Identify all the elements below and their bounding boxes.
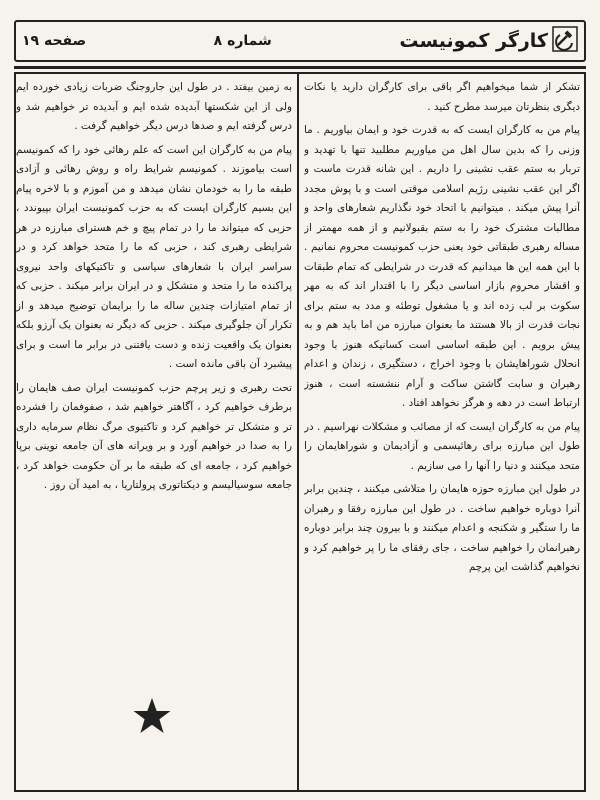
paragraph: تشکر از شما میخواهیم اگر باقی برای کارگران دارید یا نکات دیگری بنظرتان میرسد مطرح کنید . xyxy=(304,81,580,113)
hammer-sickle-icon xyxy=(552,26,578,56)
paragraph: پیام من به کارگران ایست که از مصائب و مشکلات نهراسیم . در طول این مبارزه برای رهائیسمی و آزادیمان و شوراهایمان را متحد میکنند و دنیا را آنها را می سازیم . xyxy=(304,420,580,472)
paragraph: در طول این مبارزه حوزه هایمان را متلاشی میکنند ، چندین برابر آنرا دوباره خواهیم ساخت . در طول این مبارزه رفقا و رهبران ما را ستگیر و شکنجه و اعدام میکنند و با بیرون چند برابر دوباره رهبرانمان را خواهیم ساخت ، جای رفقای ما را پر خواهیم کرد و نخواهیم گذاشت این پرچم xyxy=(304,483,580,573)
header-rule xyxy=(14,66,586,69)
masthead-logo xyxy=(399,26,578,56)
paragraph: پیام من به کارگران این است که علم رهائی خود را که کمونیسم است بیاموزند . کمونیسم شرایط راه و روش رهائی و آزادی طبقه ما را به خودمان نشان میدهد و من آموزم و با لاخره پیام این بسیم کارگران ایست که به حزب کمونیست ایران بپیوندد ، حزبی که میتواند ما را در تمام پیچ و خم هسترای مبارزه در هر شرایطی رهبری کند ، حزبی که ما را متحد خواهد کرد و در سراسر ایران با شعارهای سیاسی و تاکتیکهای واحد نیروی پراکنده ما را متحد و متشکل و در ایران برابر میکند . حزبی که از تمام امتیازات چندین ساله ما را برایمان توضیح میدهد و از تکرار آن جلوگیری میکند . حزبی که دیگر نه بعنوان یک آرزو بلکه بعنوان یک واقعیت زنده و دست یافتنی در برابر ما است و برای پیشبرد آن باقی مانده است . xyxy=(16,143,292,370)
paragraph: پیام من به کارگران ایست که به قدرت خود و ایمان بیاوریم . ما وزنی را که بدین سال اهل من میاوریم مطلبید تنها با تهدید و تربار به ستم عقب نشینی را داریم . این شانه قدرت ماست و اگر این عقب نشینی رژیم اسلامی موقتی است و با پوش مجدد آنرا پیش میکند . میتوانیم با اتحاد خود نگذاریم شعارهای واحد و مطالبات مشترک خود را به ستم بقبولانیم و از همه مهمتر از مساله رهبری طبقاتی خود یعنی حزب کمونیست محروم نمانیم . با این همه این ها میدانیم که قدرت در شرایطی که تمام طبقات و اقشار محروم بازار اساسی دیگر را با اقتدار اند که به مهر سکوت بر لب زده اند و یا مشغول توطئه و مدد به ستم برای نجات قدرت از بالا هستند ما بعنوان مبارزه من اما باید هم و به پیش برویم . این طبقه اساسی است کسانیکه هنوز با وجود انحلال شوراهایشان با وجود اخراج ، دستگیری ، زندان و اعدام رهبران و سابت گاشتن ساکت و آرام ننشسته است ، هنوز ارتباط است در دهه و هرگز نخواهد افتاد . xyxy=(304,124,580,409)
page-header xyxy=(14,20,586,62)
paragraph: تحت رهبری و زیر پرچم حزب کمونیست ایران صف هایمان را برطرف خواهیم کرد ، آگاهتر خواهیم شد ، صفوفمان را فشرده تر و متشکل تر خواهیم کرد و تاکتیوی مرگ نظام سرمایه داری را به صدا در خواهیم آورد و بر ویرانه های آن جامعه نوینی برپا خواهیم کرد ، جامعه ای که طبقه ما بر آن حکومت خواهد کرد ، جامعه سوسیالیسم و دیکتاتوری پرولتاریا ، به امید آن روز . xyxy=(16,381,292,491)
masthead-title: کارگر کمونیست xyxy=(399,30,548,52)
page-number: صفحه ۱۹ xyxy=(22,33,87,49)
column-divider xyxy=(297,72,299,792)
right-column xyxy=(304,78,580,783)
left-column xyxy=(16,78,292,783)
paragraph: به زمین بیفتد . در طول این جاروجنگ ضربات زیادی خورده ایم ولی از این شکستها آبدیده شده ایم و آبدیده تر خواهیم شد و درس گرفته ایم و صدها درس دیگر خواهیم گرفت . xyxy=(16,81,292,132)
issue-number: شماره ۸ xyxy=(213,33,272,49)
star-icon xyxy=(132,696,172,736)
